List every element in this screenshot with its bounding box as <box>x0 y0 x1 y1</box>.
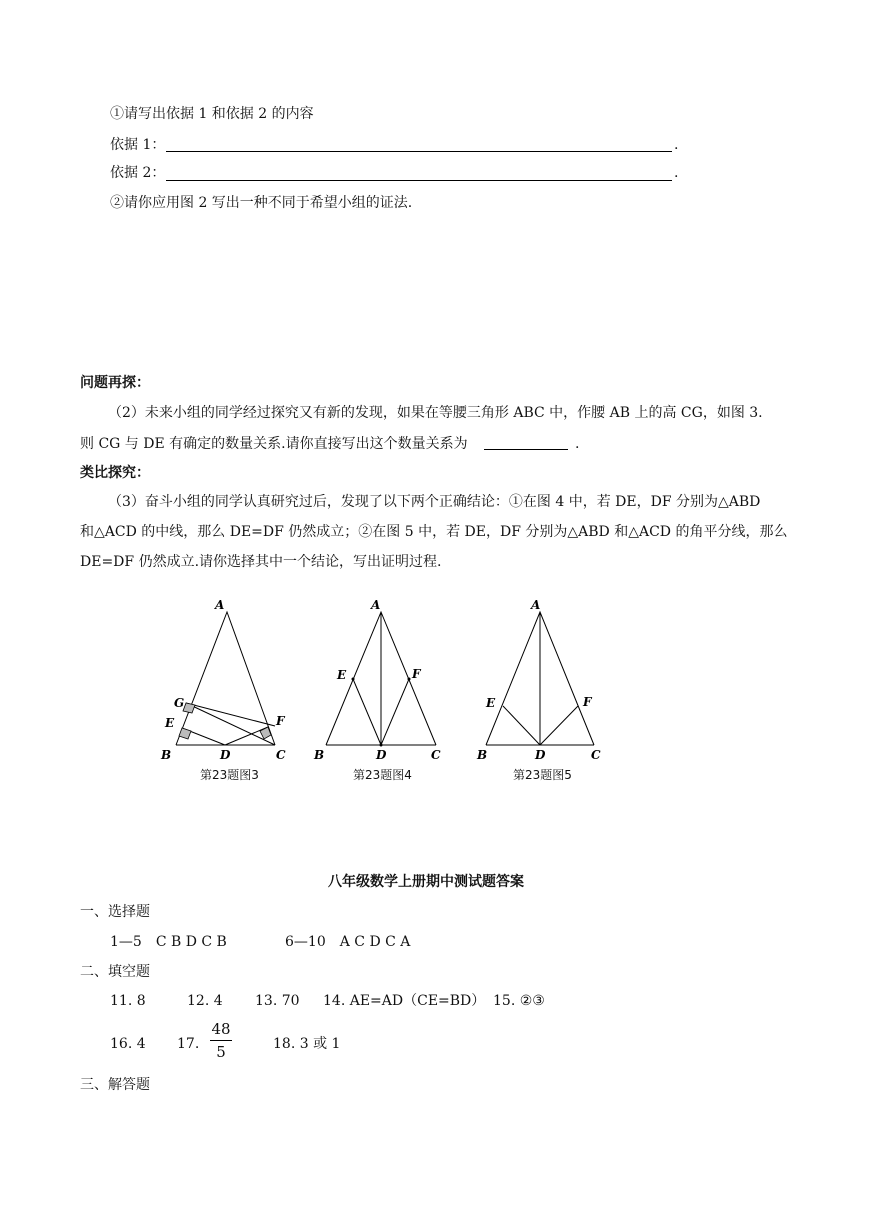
fill-answer-11: 11. 8 <box>110 993 146 1009</box>
fill-answer-14: 14. AE=AD（CE=BD） <box>323 993 486 1009</box>
section-1-heading: 一、选择题 <box>80 904 150 920</box>
analogy-line-3: DE=DF 仍然成立.请你选择其中一个结论，写出证明过程. <box>80 554 442 570</box>
fill-answer-15: 15. ②③ <box>493 993 545 1009</box>
section-2-heading: 二、填空题 <box>80 964 150 980</box>
fig4-label-b: B <box>314 748 325 762</box>
fig5-label-a: A <box>531 598 541 612</box>
fig4-label-d: D <box>376 748 387 762</box>
basis-1-period: . <box>674 137 679 153</box>
fig3-label-f: F <box>276 714 285 728</box>
fig4-label-e: E <box>337 668 347 682</box>
fig4-caption: 第23题图4 <box>353 768 412 782</box>
fill-answer-17-label: 17. <box>177 1036 200 1052</box>
reexplore-line-2-end: . <box>575 436 580 452</box>
fill-answer-18: 18. 3 或 1 <box>273 1036 341 1052</box>
fig5-label-f: F <box>583 695 592 709</box>
fig3-label-d: D <box>220 748 231 762</box>
fig3-label-g: G <box>174 696 185 710</box>
fig5-label-e: E <box>486 696 496 710</box>
fraction-denominator: 5 <box>216 1043 226 1061</box>
fraction-numerator: 48 <box>211 1020 231 1038</box>
fill-answer-16: 16. 4 <box>110 1036 146 1052</box>
fig3-label-a: A <box>215 598 225 612</box>
fig5-label-c: C <box>591 748 601 762</box>
analogy-line-2: 和△ACD 的中线，那么 DE=DF 仍然成立；②在图 5 中，若 DE，DF 分别为△ABD 和△ACD 的角平分线，那么 <box>80 524 788 540</box>
fraction-bar <box>210 1040 232 1041</box>
fig3-label-b: B <box>161 748 172 762</box>
fill-answer-13: 13. 70 <box>255 993 300 1009</box>
right-angle-mark-e <box>179 728 191 739</box>
answers-title: 八年级数学上册期中测试题答案 <box>328 874 524 890</box>
fig4-label-f: F <box>412 667 421 681</box>
analogy-heading: 类比探究： <box>80 465 150 481</box>
fig4-label-c: C <box>431 748 441 762</box>
fig3-label-e: E <box>165 716 175 730</box>
basis-1-label: 依据 1： <box>110 137 166 153</box>
instruction-1: ①请写出依据 1 和依据 2 的内容 <box>110 106 314 122</box>
instruction-2: ②请你应用图 2 写出一种不同于希望小组的证法. <box>110 195 413 211</box>
basis-2-label: 依据 2： <box>110 165 166 181</box>
fraction-48-over-5 <box>209 1020 233 1061</box>
mc-answers-6-10: 6—10 A C D C A <box>285 934 411 950</box>
reexplore-line-1: （2）未来小组的同学经过探究又有新的发现，如果在等腰三角形 ABC 中，作腰 AB 上的高 CG，如图 3. <box>108 405 763 421</box>
fig3-label-c: C <box>276 748 286 762</box>
mc-answers-1-5: 1—5 C B D C B <box>110 934 227 950</box>
fig5-caption: 第23题图5 <box>513 768 572 782</box>
analogy-line-1: （3）奋斗小组的同学认真研究过后，发现了以下两个正确结论：①在图 4 中，若 DE，DF 分别为△ABD <box>108 494 761 510</box>
fig5-label-b: B <box>477 748 488 762</box>
right-angle-mark-g <box>183 703 195 713</box>
basis-2-period: . <box>674 165 679 181</box>
fig5-label-d: D <box>535 748 546 762</box>
section-3-heading: 三、解答题 <box>80 1077 150 1093</box>
fig3-caption: 第23题图3 <box>200 768 259 782</box>
fill-answer-12: 12. 4 <box>187 993 223 1009</box>
figure-5 <box>486 612 594 745</box>
reexplore-line-2: 则 CG 与 DE 有确定的数量关系.请你直接写出这个数量关系为 <box>80 436 468 452</box>
reexplore-heading: 问题再探： <box>80 375 150 391</box>
fig4-label-a: A <box>371 598 381 612</box>
